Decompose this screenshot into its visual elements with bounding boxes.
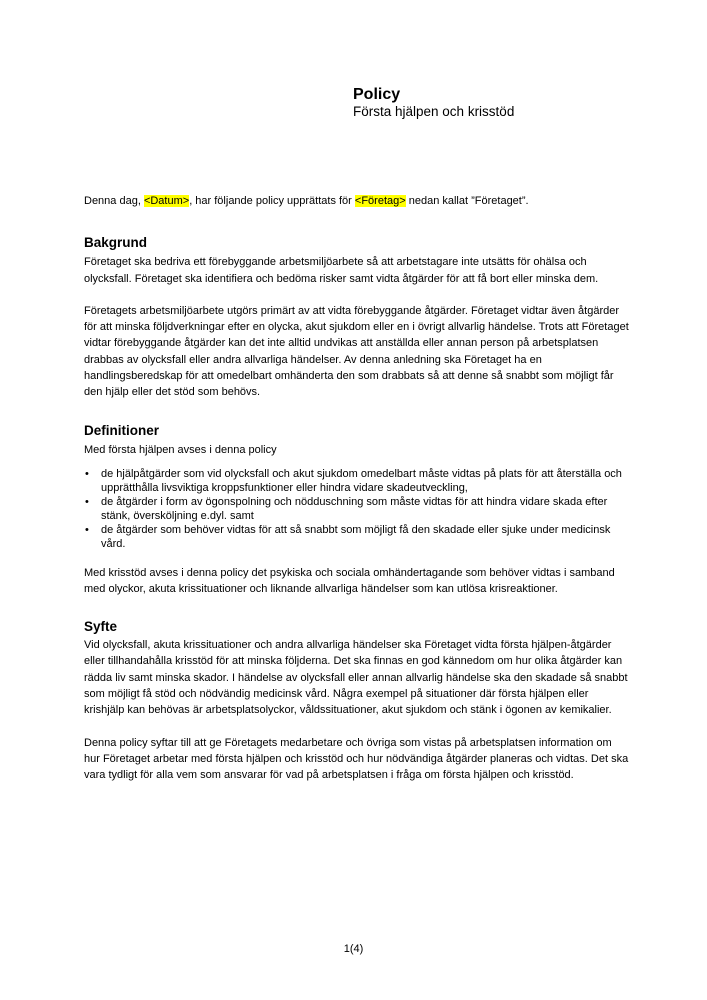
definitioner-paragraph-2: Med krisstöd avses i denna policy det psykiska och sociala omhändertagande som behöver vidtas i samband med olyckor, akuta krissituationer och liknande allvarliga händelser som kan utlösa krisreaktioner. [84,566,615,595]
list-item-text: de åtgärder i form av ögonspolning och nödduschning som måste vidtas för att hindra vidare skada efter stänk, översköljning e.dyl. samt [101,496,608,522]
bakgrund-paragraph-2: Företagets arbetsmiljöarbete utgörs primärt av att vidta förebyggande åtgärder. Företaget vidtar även åtgärder för att minska följdverkningar efter en olycka, akut sjukdom eller en i övrigt allvarlig händelse. Trots att Företaget vidtar förebyggande åtgärder kan det inte alltid undvikas att anställda eller annan person på arbetsplatsen drabbas av olycksfall eller andra allvarliga händelser. Av denna anledning ska Företaget ha en handlingsberedskap för att omedelbart omhänderta den som drabbats så att denne så snabbt som möjligt får den hjälp eller det stöd som behövs. [84,304,629,399]
list-item [84,468,629,495]
definitioner-list [84,468,629,552]
list-item [84,524,629,551]
page-title: Policy [353,86,401,103]
page-number: 1(4) [343,943,364,955]
bullet-icon: • [85,496,89,509]
intro-text-after: nedan kallat ”Företaget”. [405,195,529,207]
company-placeholder: <Företag> [354,195,406,207]
heading-bakgrund: Bakgrund [84,235,148,251]
syfte-paragraph-1: Vid olycksfall, akuta krissituationer och andra allvarliga händelser ska Företaget vidta första hjälpen-åtgärder eller tillhandahålla krisstöd för att minska följderna. Det ska finnas en god kännedom om hur olika åtgärder kan rädda liv samt minska skador. I händelse av olycksfall eller annan allvarlig händelse ska den skadade så snabbt som möjligt få stöd och nödvändig medicinsk vård. Några exempel på situationer där första hjälpen eller krishjälp kan behövas är arbetsplatsolyckor, våldssituationer, akut sjukdom och stänk i ögonen av kemikalier. [84,639,628,717]
definitioner-lead: Med första hjälpen avses i denna policy [84,443,277,456]
title-block [353,85,514,120]
bullet-icon: • [85,524,89,537]
intro-paragraph [84,193,629,209]
heading-syfte: Syfte [84,619,118,635]
list-item-text: de hjälpåtgärder som vid olycksfall och akut sjukdom omedelbart måste vidtas på plats för att återställa och upprätthålla livsviktiga kroppsfunktioner eller hindra vidare skadeutveckling, [101,467,622,494]
page-subtitle: Första hjälpen och krisstöd [353,104,515,119]
bullet-icon: • [85,467,89,480]
syfte-paragraph-2: Denna policy syftar till att ge Företagets medarbetare och övriga som vistas på arbetsplatsen information om hur Företaget arbetar med första hjälpen och krisstöd och hur nödvändiga åtgärder planeras och vidtas. Det ska vara tydligt för alla vem som ansvarar för vad på arbetsplatsen i fråga om första hjälpen och krisstöd. [84,736,629,782]
intro-text-middle: , har följande policy upprättats för [189,195,355,207]
list-item [84,496,629,523]
intro-text-before: Denna dag, [84,195,144,207]
document-body [84,193,629,784]
heading-definitioner: Definitioner [84,422,160,438]
list-item-text: de åtgärder som behöver vidtas för att så snabbt som möjligt få den skadade eller sjuke under medicinsk vård. [101,524,611,550]
bakgrund-paragraph-1: Företaget ska bedriva ett förebyggande arbetsmiljöarbete så att arbetstagare inte utsätts för ohälsa och olycksfall. Företaget ska identifiera och bedöma risker samt vidta åtgärder för att få bort eller minska dem. [84,256,599,285]
date-placeholder: <Datum> [143,195,190,207]
